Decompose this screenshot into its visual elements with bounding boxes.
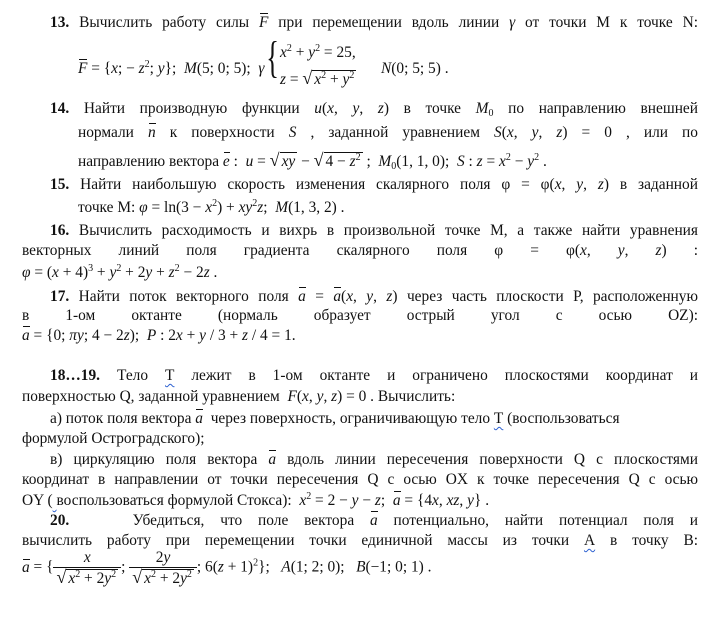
problem-16-number: 16. xyxy=(50,222,70,239)
fraction-2: $\frac{2y}{√ x^2 + 2y^2}$ xyxy=(129,548,197,588)
problem-13-formula: F = {x; − $z^2$; y}; M(5; 0; 5); γ xyxy=(78,59,265,77)
problem-14-line-1: 14. Найти производную функции u(x, y, z) в точке $M_0$ по направлению внешней xyxy=(50,100,698,119)
fraction-1: $\frac{x}{√ x^2 + 2y^2}$ xyxy=(53,548,121,588)
problem-18-19-line-1: 18…19. Тело Т лежит в 1-ом октанте и ограничено плоскостями координат и xyxy=(50,367,698,384)
problem-13-number: 13. xyxy=(50,14,70,31)
system-line-1: $x^2 + y^2 = 25$, xyxy=(280,43,356,61)
problem-14-line-2: нормали n к поверхности S , заданной уравнением S(x, y, z) = 0 , или по xyxy=(78,124,698,141)
item-a-line-1: а) поток поля вектора a через поверхность, ограничивающую тело Т (воспользоваться xyxy=(50,410,620,427)
problem-15-line-2: точке М: $\varphi = \ln(3 - x^2) + xy^2z$; M(1, 3, 2) . xyxy=(78,198,345,216)
system-line-2: z = √ $x^2 + y^2$ xyxy=(280,68,355,88)
problem-15-number: 15. xyxy=(50,176,70,193)
problem-17-line-3: a = {0; πy; 4 − 2z); P : 2x + y / 3 + z / 4 = 1. xyxy=(22,327,296,344)
problem-20-number: 20. xyxy=(50,512,70,529)
item-a-line-2: формулой Остроградского); xyxy=(22,430,205,447)
problem-14-line-3: направлению вектора e : u = √ xy − √ $4 - z^2$ ; $M_0(1$, 1, 0); S : $z = x^2 - y^2$ . xyxy=(78,150,547,172)
problem-13-endpoint: N(0; 5; 5) . xyxy=(381,60,449,77)
problem-17-line-2: в 1-ом октанте (нормаль образует острый угол с осью OZ): xyxy=(22,307,698,324)
problem-20-line-1: 20. Убедиться, что поле вектора a потенциально, найти потенциал поля и xyxy=(50,512,699,529)
problem-20-formula: a = { $\frac{x}{√ x^2 + 2y^2}$ ; $\frac{2y}{√ x^2 + 2y^2}$ ; $6(z + 1)^2$}; A(1; 2; 0); B(−1; 0; 1) . xyxy=(22,549,432,587)
problem-16-line-3: $\varphi = (x + 4)^3 + y^2 + 2y + z^2 - 2z$ . xyxy=(22,263,218,281)
problem-18-19-number: 18…19. xyxy=(50,367,101,384)
problem-20-line-2: вычислить работу при перемещении точки единичной массы из точки А в точку В: xyxy=(22,532,698,549)
problem-16-line-2: векторных линий поля градиента скалярного поля φ = φ(x, y, z) : xyxy=(22,242,698,259)
problem-15-line-1: 15. Найти наибольшую скорость изменения скалярного поля φ = φ(x, y, z) в заданной xyxy=(50,176,698,193)
item-b-line-2: координат в направлении от точки пересечения Q с осью OX к точке пересечения Q с осью xyxy=(22,471,698,488)
problem-17-number: 17. xyxy=(50,288,70,305)
system-brace: { xyxy=(266,33,279,82)
problem-13-statement: 13. Вычислить работу силы F при перемещении вдоль линии γ от точки М к точке N: xyxy=(50,14,698,31)
problem-18-19-line-2: поверхностью Q, заданной уравнением F(x, y, z) = 0 . Вычислить: xyxy=(22,388,456,405)
problem-17-line-1: 17. Найти поток векторного поля a = a(x, y, z) через часть плоскости Р, расположенную xyxy=(50,288,698,305)
problem-16-line-1: 16. Вычислить расходимость и вихрь в произвольной точке М, а также найти уравнения xyxy=(50,222,698,239)
item-b-line-1: в) циркуляцию поля вектора a вдоль линии пересечения поверхности Q с плоскостями xyxy=(50,451,698,468)
problem-14-number: 14. xyxy=(50,100,70,117)
item-b-line-3: OY ( воспользоваться формулой Стокса): $x^2 = 2 - y - z$; a = {4x, xz, y} . xyxy=(22,491,490,509)
